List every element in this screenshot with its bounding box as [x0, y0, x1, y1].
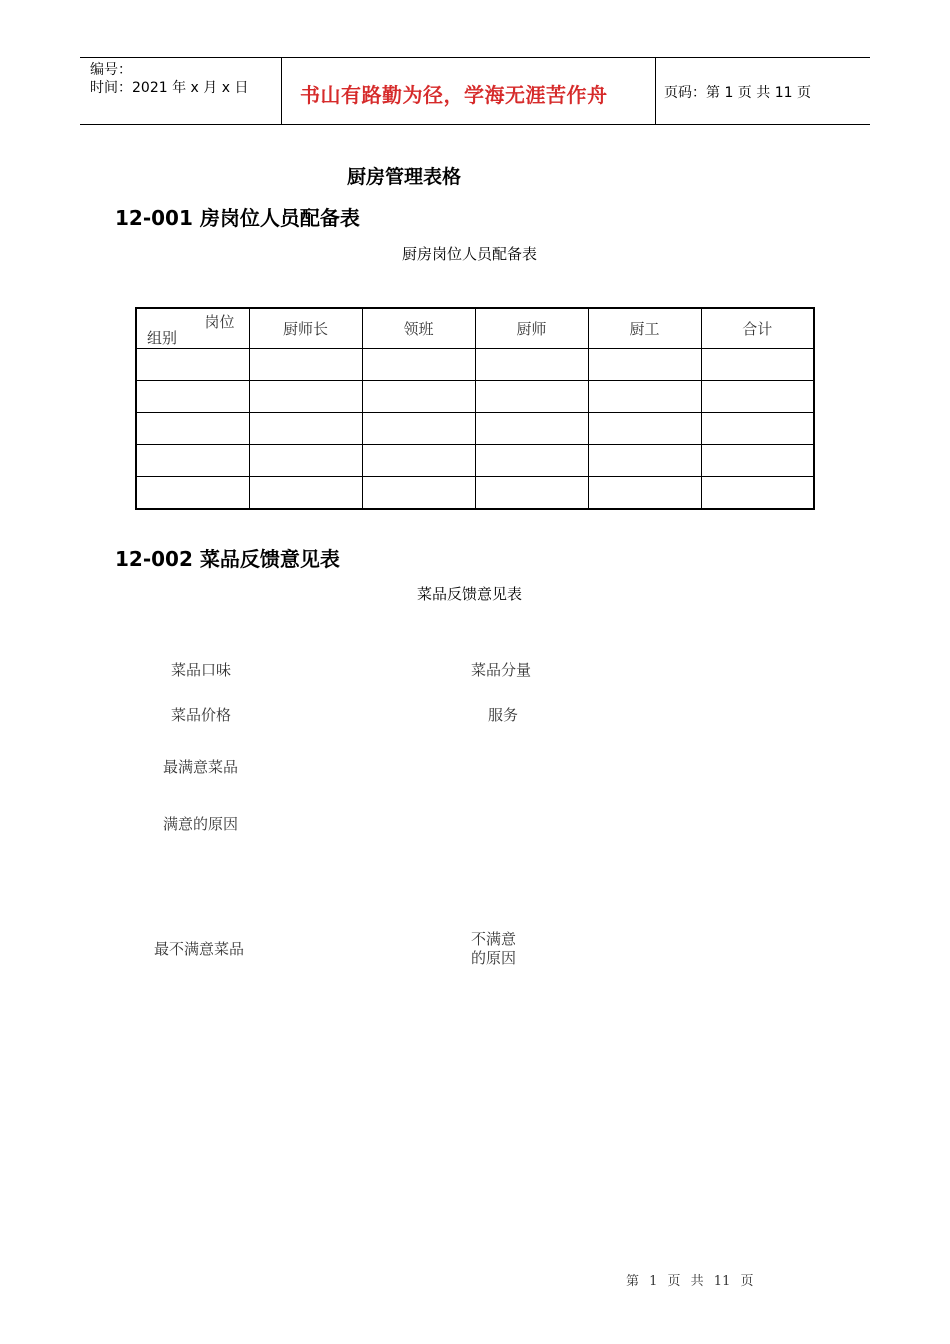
- number-label: 编号：: [90, 62, 132, 78]
- table-cell: [701, 413, 814, 445]
- field-price-label: 菜品价格: [171, 706, 232, 724]
- field-most-satisfied-label: 最满意菜品: [163, 758, 239, 776]
- table-header-row: [136, 308, 814, 349]
- table-cell: [249, 477, 362, 509]
- table-cell: [249, 349, 362, 381]
- section2-heading: 12-002 菜品反馈意见表: [115, 547, 340, 571]
- table-corner-cell: [136, 308, 249, 349]
- table-cell: [701, 349, 814, 381]
- header-page-info: 页码：第 1 页 共 11 页: [664, 85, 811, 101]
- header-motto: 书山有路勤为径，学海无涯苦作舟: [300, 83, 608, 107]
- table-cell: [249, 413, 362, 445]
- header-divider-right: [655, 57, 656, 125]
- field-satisfied-reason-label: 满意的原因: [163, 815, 239, 833]
- column-header: 厨师: [475, 308, 588, 349]
- field-taste-label: 菜品口味: [171, 661, 232, 679]
- table-cell: [475, 413, 588, 445]
- section1-heading: 12-001 房岗位人员配备表: [115, 206, 360, 230]
- table-cell: [362, 349, 475, 381]
- column-header: 领班: [362, 308, 475, 349]
- table-cell: [475, 445, 588, 477]
- table-cell: [475, 477, 588, 509]
- table-row: [136, 413, 814, 445]
- header-divider-left: [281, 57, 282, 125]
- table-row: [136, 445, 814, 477]
- table-row: [136, 381, 814, 413]
- table-cell: [362, 477, 475, 509]
- header-top-rule: [80, 57, 870, 58]
- section2-caption: 菜品反馈意见表: [417, 585, 523, 603]
- table-cell: [136, 349, 249, 381]
- footer-page-number: 第 1 页 共 11 页: [626, 1274, 754, 1289]
- table-cell: [362, 445, 475, 477]
- table-cell: [701, 445, 814, 477]
- column-header: 厨工: [588, 308, 701, 349]
- table-row: [136, 349, 814, 381]
- section1-caption: 厨房岗位人员配备表: [402, 245, 538, 263]
- table-cell: [136, 381, 249, 413]
- table-cell: [249, 445, 362, 477]
- table-cell: [136, 413, 249, 445]
- table-cell: [362, 381, 475, 413]
- corner-bottom-label: 组别: [147, 329, 178, 347]
- field-portion-label: 菜品分量: [471, 661, 532, 679]
- table-row: [136, 477, 814, 509]
- table-cell: [588, 413, 701, 445]
- table-cell: [588, 445, 701, 477]
- table-cell: [588, 381, 701, 413]
- table-cell: [362, 413, 475, 445]
- table-cell: [249, 381, 362, 413]
- document-title: 厨房管理表格: [347, 166, 462, 188]
- column-header: 合计: [701, 308, 814, 349]
- table-cell: [588, 349, 701, 381]
- field-dissatisfied-reason-line1: 不满意: [471, 930, 517, 948]
- header-bottom-rule: [80, 124, 870, 125]
- corner-top-label: 岗位: [204, 313, 235, 331]
- field-least-satisfied-label: 最不满意菜品: [154, 940, 245, 958]
- table-cell: [136, 445, 249, 477]
- field-dissatisfied-reason-line2: 的原因: [471, 949, 517, 967]
- table-cell: [701, 477, 814, 509]
- time-label: 时间：2021 年 x 月 x 日: [90, 80, 249, 96]
- staff-allocation-table: [135, 307, 815, 510]
- table-cell: [136, 477, 249, 509]
- column-header: 厨师长: [249, 308, 362, 349]
- table-cell: [475, 349, 588, 381]
- field-service-label: 服务: [488, 706, 519, 724]
- table-cell: [475, 381, 588, 413]
- table-cell: [588, 477, 701, 509]
- table-cell: [701, 381, 814, 413]
